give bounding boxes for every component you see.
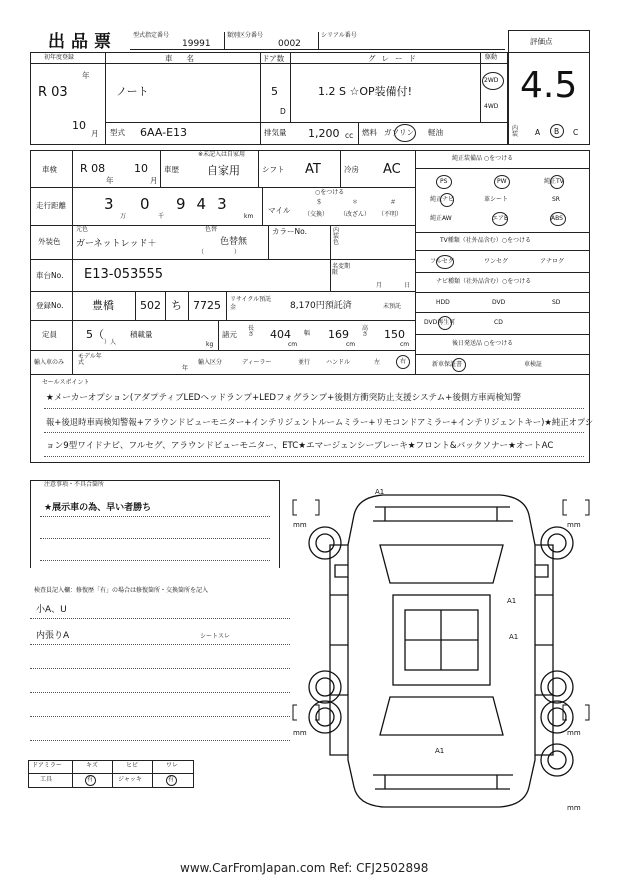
mm-fr: mm	[567, 521, 581, 529]
parallel-label: 並行	[298, 359, 311, 366]
plate-no: 7725	[193, 299, 221, 312]
doors-sub: D	[280, 107, 286, 116]
plate-kana: ち	[171, 299, 182, 312]
interior-c: C	[573, 128, 579, 137]
inspector-label: 検査員記入欄：修復歴「有」の場合は修復箇所・交換箇所を記入	[34, 587, 209, 594]
capacity-value: 5（	[86, 328, 104, 341]
paint-value: 色替無	[220, 237, 248, 247]
fuel-label: 燃料	[362, 128, 377, 137]
first-reg-label: 初年度登録	[44, 54, 75, 61]
mm-spare: mm	[567, 804, 581, 812]
later-warranty: 新車保証書	[432, 361, 463, 368]
height-cm: cm	[400, 341, 410, 348]
recycle-value: 8,170円預託済	[290, 301, 352, 311]
capacity-unit: ）人	[104, 339, 117, 346]
shift-value: AT	[305, 162, 321, 177]
navi-cd: CD	[494, 319, 503, 326]
plate-class: 502	[140, 299, 161, 312]
interior-color-label: 内装色	[333, 227, 340, 246]
equip-tv: 純正TV	[544, 178, 564, 185]
unknown-label: （不明）	[378, 211, 403, 218]
displacement-value: 1,200	[308, 127, 340, 140]
orig-color-label: 元色	[76, 226, 89, 233]
name-change-label: 名変期限	[332, 263, 351, 276]
grade-label: グレード	[368, 54, 422, 63]
dim-label: 諸元	[222, 330, 237, 339]
import-type-label: 輸入区分	[198, 359, 223, 366]
class-label: 類別区分番号	[227, 32, 264, 39]
mark-front: A1	[375, 488, 385, 496]
mileage-man: 万	[120, 213, 127, 220]
first-reg-year-unit: 年	[82, 71, 90, 80]
colorno-label: カラーNo.	[272, 227, 307, 236]
interior-label: 内装	[512, 125, 519, 138]
shift-label: シフト	[262, 165, 285, 174]
navi-sd: SD	[552, 299, 561, 306]
load-kg: kg	[206, 341, 214, 348]
score-label: 評価点	[530, 37, 553, 46]
equip-navi: 純正ナビ	[430, 196, 455, 203]
paint-label: 色替	[205, 226, 218, 233]
length-value: 404	[270, 328, 291, 341]
model-year-unit: 年	[182, 365, 189, 372]
mark-right-rear: A1	[509, 633, 519, 641]
score-value: 4.5	[520, 65, 578, 106]
legend-jack: ジャッキ	[118, 776, 142, 783]
mileage-d3: 943	[176, 195, 238, 213]
plate-region: 豊橋	[92, 299, 114, 312]
recycle-label: リサイクル預託金	[230, 296, 272, 311]
fuel-gas: ガソリン	[384, 128, 414, 137]
mileage-d2: 0	[140, 195, 150, 213]
mileage-label: 走行距離	[36, 201, 66, 210]
mileage-km: km	[244, 213, 254, 220]
drive-2wd: 2WD	[484, 77, 499, 84]
ac-value: AC	[383, 162, 401, 177]
sales-line1: ★メーカーオプション(アダプティブLEDヘッドランプ+LEDフォグランプ+後側方衝突防止支援システム+後側方車両検知警	[46, 393, 522, 403]
capacity-label: 定員	[42, 330, 57, 339]
sales-label: セールスポイント	[42, 379, 90, 386]
usage-label: 車歴	[164, 165, 179, 174]
caution-box	[30, 480, 280, 568]
mm-rl: mm	[293, 729, 307, 737]
usage-value: 自家用	[207, 164, 240, 177]
mileage-sen: 千	[158, 213, 165, 220]
tamper-label: （改ざん）	[340, 211, 371, 218]
car-name: ノート	[116, 85, 149, 98]
exchange-star: ＄	[316, 199, 323, 206]
shaken-value: R 08	[80, 162, 106, 175]
genuine-label: 純正装備品 ○をつける	[452, 155, 514, 162]
footer-watermark: www.CarFromJapan.com Ref: CFJ2502898	[180, 861, 429, 875]
unknown-hash: ＃	[390, 199, 397, 206]
inspector-line1: 小A、U	[36, 605, 67, 615]
navi-hdd: HDD	[436, 299, 450, 306]
drive-4wd: 4WD	[484, 103, 499, 110]
paint-paren: （ ）	[198, 249, 241, 256]
width-cm: cm	[346, 341, 356, 348]
class-no: 0002	[278, 39, 301, 49]
sheet-title: 出品票	[48, 32, 117, 52]
navi-dvd: DVD	[492, 299, 506, 306]
length-label: 長さ	[248, 325, 255, 338]
handle-left: 左	[374, 359, 381, 366]
equip-ps: PS	[440, 178, 448, 185]
car-diagram	[285, 485, 605, 815]
equip-aw: 純正AW	[430, 215, 452, 222]
navi-dvdplay: DVD再生可	[424, 319, 456, 326]
legend-broken: ワレ	[166, 762, 179, 769]
ac-label: 冷房	[344, 165, 359, 174]
caution-label: 注意事項・不具合箇所	[44, 481, 105, 488]
height-label: 高さ	[362, 325, 369, 338]
width-value: 169	[328, 328, 349, 341]
load-label: 積載量	[130, 330, 153, 339]
model-year-label: モデル年式	[78, 353, 102, 366]
name-change-month: 月	[376, 282, 383, 289]
doors-label: ドア数	[262, 54, 285, 63]
mileage-mark-note: ○をつける	[315, 189, 345, 196]
type-cert-no: 19991	[182, 39, 211, 49]
tv-fullseg: フルセグ	[430, 258, 454, 265]
name-change-day: 日	[404, 282, 411, 289]
mileage-d1: 3	[104, 195, 114, 213]
model-label: 型式	[110, 128, 125, 137]
legend-crack: ヒビ	[126, 762, 139, 769]
tv-analog: アナログ	[540, 258, 565, 265]
later-label: 後日発送品 ○をつける	[452, 340, 514, 347]
tv-type-label: TV種類（社外品含む）○をつける	[440, 237, 532, 244]
mm-rr: mm	[567, 729, 581, 737]
equip-pw: PW	[497, 178, 507, 185]
shaken-label: 車検	[42, 165, 57, 174]
shaken-month: 10	[134, 162, 148, 175]
mm-fl: mm	[293, 521, 307, 529]
import-label: 輸入車のみ	[34, 359, 65, 366]
legend-scratch: キズ	[86, 762, 98, 769]
legend-door-mirror: ドアミラー	[32, 762, 62, 769]
tamper-star: ＊	[352, 199, 359, 206]
first-reg-month-unit: 月	[91, 129, 99, 138]
chassis-value: E13-053555	[84, 267, 164, 282]
tool-present: 有	[87, 776, 94, 783]
jack-present: 有	[168, 776, 175, 783]
first-reg-era: R 03	[38, 85, 68, 100]
width-label: 幅	[304, 330, 311, 337]
mile-label: マイル	[268, 206, 291, 215]
type-cert-label: 型式指定番号	[133, 32, 170, 39]
sales-line3: ョン9型ワイドナビ、フルセグ、アラウンドビューモニター、ETC★エマージェンシーブレーキ★フロント&バックソナー★オートAC	[46, 441, 554, 451]
mark-rear: A1	[435, 747, 445, 755]
cc-unit: cc	[345, 131, 354, 140]
legend-tool: 工具	[40, 776, 53, 783]
handle-label: ハンドル	[326, 359, 351, 366]
handle-right: 右	[400, 358, 407, 365]
orig-color: ガーネットレッド＋	[76, 239, 157, 249]
equip-abs: ABS	[551, 215, 563, 222]
chassis-label: 車台No.	[36, 271, 64, 280]
fuel-diesel: 軽油	[428, 128, 443, 137]
displacement-label: 排気量	[264, 128, 287, 137]
height-value: 150	[384, 328, 405, 341]
inspector-line2: 内張りA	[36, 631, 70, 641]
drive-label: 駆動	[485, 54, 498, 61]
equip-sr: SR	[552, 196, 560, 203]
tv-oneseg: ワンセグ	[484, 258, 509, 265]
interior-b: B	[554, 127, 560, 136]
exchange-label: （交換）	[304, 211, 329, 218]
serial-label: シリアル番号	[321, 32, 357, 39]
doors-value: 5	[271, 85, 278, 98]
sales-line2: 報+後退時車両検知警報+アラウンドビューモニター+インテリジェントルームミラー+リモコンドアミラー+インテリジェントキー)★純正オプシ	[46, 417, 594, 427]
first-reg-month: 10	[72, 119, 86, 132]
shaken-year-unit: 年	[106, 176, 114, 185]
dealer-label: ディーラー	[242, 359, 272, 366]
inspector-line2b: シートスレ	[200, 633, 230, 640]
shaken-month-unit: 月	[150, 176, 158, 185]
interior-a: A	[535, 128, 541, 137]
navi-type-label: ナビ種類（社外品含む）○をつける	[436, 278, 532, 285]
caution-text: ★展示車の為、早い者勝ち	[44, 503, 152, 513]
car-name-label: 車名	[165, 54, 208, 63]
equip-airbag: エアB	[492, 215, 509, 222]
color-label: 外装色	[38, 237, 61, 246]
model-value: 6AA-E13	[140, 126, 188, 139]
equip-leather: 革シート	[484, 196, 509, 203]
grade-value: 1.2 S ☆OP装備付!	[318, 85, 413, 98]
usage-note: ※未記入は自家用	[198, 151, 246, 158]
plate-label: 登録No.	[36, 301, 64, 310]
mark-right-front: A1	[507, 597, 517, 605]
length-cm: cm	[288, 341, 298, 348]
unpaid-label: 未預託	[383, 303, 402, 310]
later-shakensho: 車検証	[524, 361, 543, 368]
